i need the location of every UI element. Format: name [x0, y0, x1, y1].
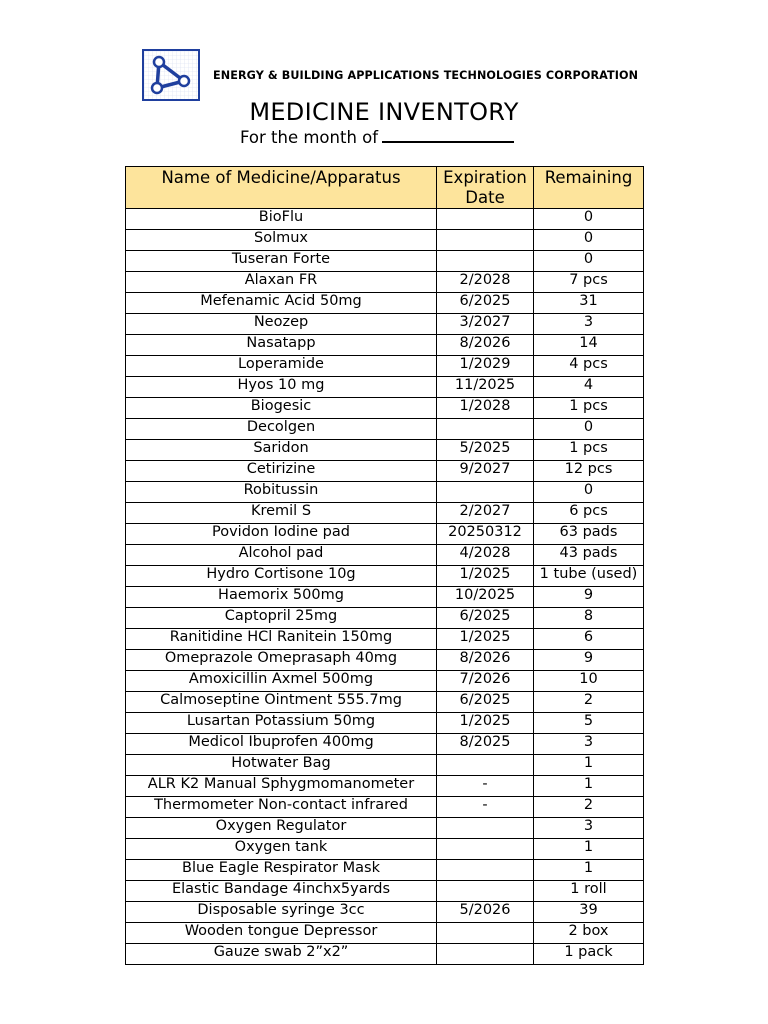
table-row [126, 671, 644, 692]
item-name-cell: Hydro Cortisone 10g [126, 566, 437, 587]
expiration-date-cell [437, 419, 534, 440]
remaining-cell: 2 box [534, 923, 644, 944]
item-name-cell: Omeprazole Omeprasaph 40mg [126, 650, 437, 671]
expiration-date-cell: 2/2028 [437, 272, 534, 293]
table-row [126, 482, 644, 503]
remaining-cell: 4 [534, 377, 644, 398]
remaining-cell: 3 [534, 734, 644, 755]
item-name-cell: Wooden tongue Depressor [126, 923, 437, 944]
item-name-cell: Nasatapp [126, 335, 437, 356]
item-name-cell: Povidon Iodine pad [126, 524, 437, 545]
expiration-date-cell: 1/2025 [437, 713, 534, 734]
item-name-cell: Neozep [126, 314, 437, 335]
remaining-cell: 10 [534, 671, 644, 692]
item-name-cell: Amoxicillin Axmel 500mg [126, 671, 437, 692]
expiration-date-cell: 20250312 [437, 524, 534, 545]
table-row [126, 566, 644, 587]
item-name-cell: Hyos 10 mg [126, 377, 437, 398]
item-name-cell: Ranitidine HCl Ranitein 150mg [126, 629, 437, 650]
month-line [240, 127, 514, 147]
column-header-name: Name of Medicine/Apparatus [126, 167, 437, 209]
remaining-cell: 39 [534, 902, 644, 923]
expiration-date-cell: 11/2025 [437, 377, 534, 398]
table-row [126, 545, 644, 566]
table-row [126, 629, 644, 650]
expiration-date-cell [437, 755, 534, 776]
remaining-cell: 3 [534, 818, 644, 839]
remaining-cell: 6 [534, 629, 644, 650]
remaining-cell: 2 [534, 692, 644, 713]
table-row [126, 524, 644, 545]
inventory-table [125, 166, 644, 965]
table-row [126, 923, 644, 944]
expiration-date-cell: - [437, 797, 534, 818]
expiration-date-cell: 5/2026 [437, 902, 534, 923]
table-row [126, 377, 644, 398]
month-label: For the month of [240, 128, 379, 147]
remaining-cell: 9 [534, 650, 644, 671]
item-name-cell: Calmoseptine Ointment 555.7mg [126, 692, 437, 713]
table-row [126, 440, 644, 461]
item-name-cell: Oxygen tank [126, 839, 437, 860]
table-row [126, 944, 644, 965]
remaining-cell: 63 pads [534, 524, 644, 545]
expiration-date-cell: 9/2027 [437, 461, 534, 482]
remaining-cell: 8 [534, 608, 644, 629]
expiration-date-cell: 8/2026 [437, 650, 534, 671]
table-row [126, 230, 644, 251]
remaining-cell: 1 tube (used) [534, 566, 644, 587]
remaining-cell: 2 [534, 797, 644, 818]
expiration-date-cell: 8/2025 [437, 734, 534, 755]
expiration-date-cell: 4/2028 [437, 545, 534, 566]
table-header-row [126, 167, 644, 209]
item-name-cell: ALR K2 Manual Sphygmomanometer [126, 776, 437, 797]
expiration-date-cell [437, 860, 534, 881]
item-name-cell: Kremil S [126, 503, 437, 524]
expiration-date-cell [437, 881, 534, 902]
remaining-cell: 4 pcs [534, 356, 644, 377]
table-row [126, 356, 644, 377]
item-name-cell: Captopril 25mg [126, 608, 437, 629]
remaining-cell: 1 [534, 755, 644, 776]
item-name-cell: Solmux [126, 230, 437, 251]
remaining-cell: 9 [534, 587, 644, 608]
item-name-cell: Hotwater Bag [126, 755, 437, 776]
item-name-cell: Medicol Ibuprofen 400mg [126, 734, 437, 755]
table-row [126, 608, 644, 629]
expiration-date-cell [437, 839, 534, 860]
expiration-date-cell: 6/2025 [437, 692, 534, 713]
table-row [126, 503, 644, 524]
item-name-cell: Haemorix 500mg [126, 587, 437, 608]
expiration-date-cell: - [437, 776, 534, 797]
item-name-cell: Tuseran Forte [126, 251, 437, 272]
remaining-cell: 1 roll [534, 881, 644, 902]
item-name-cell: Lusartan Potassium 50mg [126, 713, 437, 734]
expiration-date-cell: 8/2026 [437, 335, 534, 356]
item-name-cell: Alcohol pad [126, 545, 437, 566]
remaining-cell: 5 [534, 713, 644, 734]
item-name-cell: Oxygen Regulator [126, 818, 437, 839]
remaining-cell: 3 [534, 314, 644, 335]
table-row [126, 314, 644, 335]
expiration-date-cell [437, 209, 534, 230]
item-name-cell: Alaxan FR [126, 272, 437, 293]
table-row [126, 881, 644, 902]
expiration-date-cell: 10/2025 [437, 587, 534, 608]
item-name-cell: BioFlu [126, 209, 437, 230]
expiration-date-cell: 6/2025 [437, 293, 534, 314]
item-name-cell: Biogesic [126, 398, 437, 419]
item-name-cell: Cetirizine [126, 461, 437, 482]
remaining-cell: 12 pcs [534, 461, 644, 482]
expiration-date-cell: 1/2029 [437, 356, 534, 377]
network-triangle-icon [144, 51, 198, 99]
remaining-cell: 7 pcs [534, 272, 644, 293]
expiration-date-cell: 3/2027 [437, 314, 534, 335]
item-name-cell: Elastic Bandage 4inchx5yards [126, 881, 437, 902]
table-row [126, 293, 644, 314]
remaining-cell: 0 [534, 251, 644, 272]
item-name-cell: Robitussin [126, 482, 437, 503]
remaining-cell: 1 [534, 776, 644, 797]
table-row [126, 755, 644, 776]
table-row [126, 818, 644, 839]
expiration-date-cell [437, 818, 534, 839]
remaining-cell: 1 pcs [534, 440, 644, 461]
expiration-date-cell: 5/2025 [437, 440, 534, 461]
item-name-cell: Loperamide [126, 356, 437, 377]
expiration-date-cell [437, 944, 534, 965]
remaining-cell: 0 [534, 230, 644, 251]
expiration-date-cell: 1/2028 [437, 398, 534, 419]
remaining-cell: 0 [534, 482, 644, 503]
item-name-cell: Saridon [126, 440, 437, 461]
expiration-date-cell: 1/2025 [437, 566, 534, 587]
remaining-cell: 1 [534, 839, 644, 860]
item-name-cell: Gauze swab 2”x2” [126, 944, 437, 965]
table-row [126, 776, 644, 797]
table-row [126, 734, 644, 755]
remaining-cell: 1 pcs [534, 398, 644, 419]
table-row [126, 398, 644, 419]
table-row [126, 902, 644, 923]
remaining-cell: 31 [534, 293, 644, 314]
table-row [126, 272, 644, 293]
table-row [126, 461, 644, 482]
inventory-rows [126, 209, 644, 965]
table-row [126, 692, 644, 713]
remaining-cell: 43 pads [534, 545, 644, 566]
table-row [126, 335, 644, 356]
remaining-cell: 14 [534, 335, 644, 356]
expiration-date-cell: 1/2025 [437, 629, 534, 650]
item-name-cell: Mefenamic Acid 50mg [126, 293, 437, 314]
item-name-cell: Disposable syringe 3cc [126, 902, 437, 923]
item-name-cell: Decolgen [126, 419, 437, 440]
expiration-date-cell: 6/2025 [437, 608, 534, 629]
table-row [126, 713, 644, 734]
table-row [126, 797, 644, 818]
expiration-date-cell [437, 230, 534, 251]
expiration-date-cell [437, 251, 534, 272]
table-row [126, 860, 644, 881]
expiration-date-cell: 7/2026 [437, 671, 534, 692]
table-row [126, 839, 644, 860]
table-row [126, 209, 644, 230]
item-name-cell: Blue Eagle Respirator Mask [126, 860, 437, 881]
remaining-cell: 6 pcs [534, 503, 644, 524]
remaining-cell: 0 [534, 419, 644, 440]
table-row [126, 587, 644, 608]
remaining-cell: 1 [534, 860, 644, 881]
table-row [126, 251, 644, 272]
expiration-date-cell [437, 482, 534, 503]
column-header-remaining: Remaining [534, 167, 644, 209]
table-row [126, 650, 644, 671]
company-logo [142, 49, 200, 101]
expiration-date-cell [437, 923, 534, 944]
remaining-cell: 1 pack [534, 944, 644, 965]
item-name-cell: Thermometer Non-contact infrared [126, 797, 437, 818]
month-blank-line [382, 127, 514, 143]
company-name: ENERGY & BUILDING APPLICATIONS TECHNOLOGIES CORPORATION [213, 69, 639, 82]
column-header-expiration: Expiration Date [437, 167, 534, 209]
page-title: MEDICINE INVENTORY [249, 98, 519, 126]
table-row [126, 419, 644, 440]
remaining-cell: 0 [534, 209, 644, 230]
expiration-date-cell: 2/2027 [437, 503, 534, 524]
